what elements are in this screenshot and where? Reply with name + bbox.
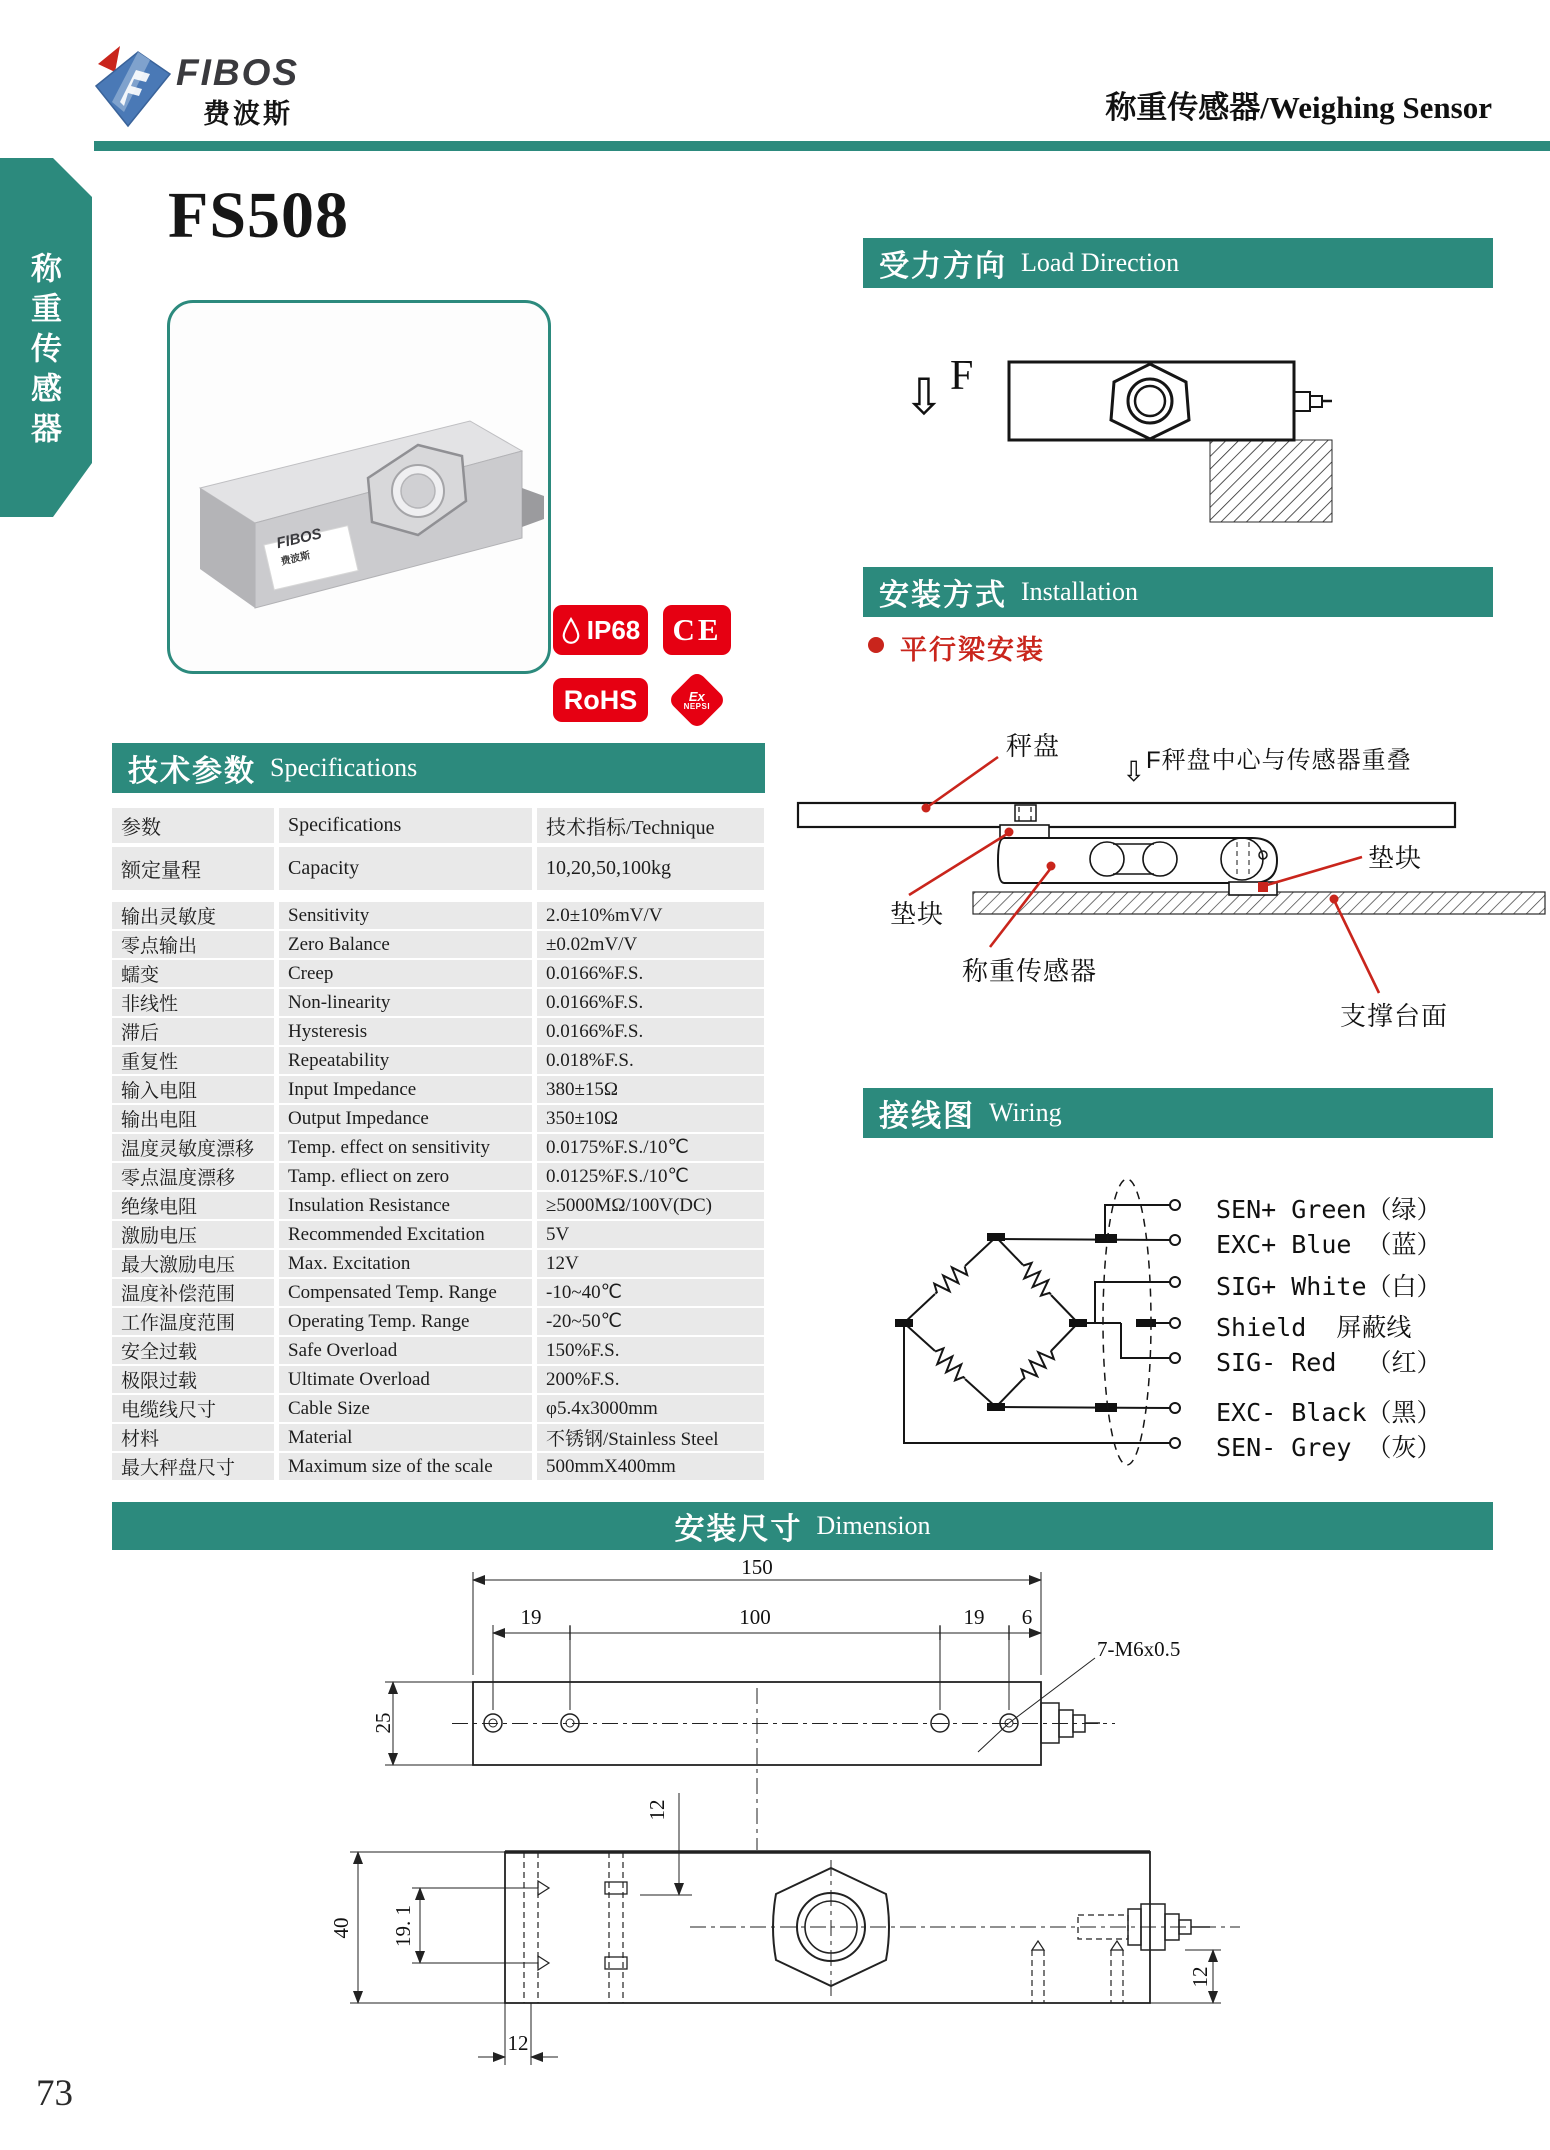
spec-row (112, 847, 764, 890)
spec-value: φ5.4x3000mm (537, 1395, 764, 1422)
dimension-header (112, 1502, 1493, 1550)
bullet-icon (868, 637, 884, 653)
ce-label: CE (672, 612, 722, 647)
specs-section-header (112, 743, 765, 793)
dim-offset-top12: 12 (645, 1799, 669, 1821)
model-title: FS508 (168, 179, 350, 252)
wire-label: Shield 屏蔽线 (1216, 1313, 1412, 1342)
spec-col-param: 参数 (112, 808, 274, 843)
spec-row (112, 1163, 764, 1190)
spec-name-en: Output Impedance (279, 1105, 532, 1132)
spec-value: 500mmX400mm (537, 1453, 764, 1480)
wiring-title-cn: 接线图 (879, 1100, 975, 1133)
force-down-arrow-icon: ⇩ (903, 369, 945, 425)
center-note-label: F秤盘中心与传感器重叠 (1146, 747, 1412, 774)
spec-name-cn: 输入电阻 (112, 1076, 274, 1103)
force-label: F (950, 353, 974, 399)
product-photo (167, 300, 551, 674)
spec-name-en: Maximum size of the scale (279, 1453, 532, 1480)
nepsi-label: NEPSI (683, 700, 711, 710)
page-title: 称重传感器/Weighing Sensor (1105, 90, 1492, 125)
spec-name-cn: 零点输出 (112, 931, 274, 958)
dim-total: 150 (741, 1560, 773, 1579)
spec-value: -20~50℃ (537, 1308, 764, 1335)
header-rule (94, 141, 1550, 151)
spec-value: -10~40℃ (537, 1279, 764, 1306)
spec-name-en: Zero Balance (279, 931, 532, 958)
installation-bullet: 平行梁安装 (900, 635, 1045, 665)
spec-row (112, 1134, 764, 1161)
spec-row (112, 1105, 764, 1132)
spec-row (112, 1395, 764, 1422)
spec-row (112, 1047, 764, 1074)
spec-row (112, 1366, 764, 1393)
dimension-title-cn: 安装尺寸 (674, 1513, 803, 1546)
dim-height40: 40 (329, 1917, 353, 1939)
spec-name-en: Temp. effect on sensitivity (279, 1134, 532, 1161)
wire-label: SEN+ Green（绿） (1216, 1195, 1442, 1224)
brand-text: FIBOS (176, 52, 300, 93)
nepsi-badge (663, 672, 731, 727)
spec-name-cn: 电缆线尺寸 (112, 1395, 274, 1422)
spec-value: 0.0166%F.S. (537, 1018, 764, 1045)
spec-name-cn: 滞后 (112, 1018, 274, 1045)
spec-row (112, 960, 764, 987)
spec-name-en: Max. Excitation (279, 1250, 532, 1277)
wire-label: EXC+ Blue （蓝） (1216, 1230, 1442, 1259)
spec-name-cn: 输出灵敏度 (112, 902, 274, 929)
spec-row (112, 1279, 764, 1306)
ce-badge (663, 605, 731, 655)
spec-value: 不锈钢/Stainless Steel (537, 1424, 764, 1451)
spec-row (112, 989, 764, 1016)
spec-value: ≥5000MΩ/100V(DC) (537, 1192, 764, 1219)
spec-value: 0.0125%F.S./10℃ (537, 1163, 764, 1190)
spec-name-cn: 绝缘电阻 (112, 1192, 274, 1219)
installation-title-en: Installation (1021, 577, 1138, 606)
spec-name-cn: 零点温度漂移 (112, 1163, 274, 1190)
spec-name-en: Hysteresis (279, 1018, 532, 1045)
spec-name-cn: 激励电压 (112, 1221, 274, 1248)
note-down-arrow-icon: ⇩ (1122, 756, 1146, 787)
spec-row (112, 931, 764, 958)
wire-label: SIG- Red （红） (1216, 1348, 1442, 1377)
spec-value: 12V (537, 1250, 764, 1277)
spec-name-en: Ultimate Overload (279, 1366, 532, 1393)
ip68-badge (553, 605, 648, 655)
load-direction-title-cn: 受力方向 (879, 250, 1007, 283)
dim-seg1: 19 (520, 1605, 542, 1629)
spec-value: 0.0166%F.S. (537, 989, 764, 1016)
spec-row (112, 1453, 764, 1480)
brand-cn-text: 费波斯 (203, 99, 293, 129)
spec-name-cn: 额定量程 (112, 847, 274, 890)
spec-name-en: Safe Overload (279, 1337, 532, 1364)
wiring-title-en: Wiring (989, 1098, 1062, 1127)
dimension-drawings (80, 1560, 1500, 2120)
spec-value: 0.018%F.S. (537, 1047, 764, 1074)
spec-name-cn: 安全过载 (112, 1337, 274, 1364)
wiring-header (863, 1088, 1493, 1138)
spec-name-en: Material (279, 1424, 532, 1451)
wire-label: SIG+ White（白） (1216, 1272, 1442, 1301)
spec-value: 0.0175%F.S./10℃ (537, 1134, 764, 1161)
nepsi-ex-label: Ex (689, 687, 705, 703)
spec-row (112, 1192, 764, 1219)
dim-thread: 7-M6x0.5 (1097, 1637, 1181, 1661)
spec-name-cn: 非线性 (112, 989, 274, 1016)
dimension-title-en: Dimension (816, 1511, 931, 1540)
spec-value: 380±15Ω (537, 1076, 764, 1103)
spec-name-cn: 最大秤盘尺寸 (112, 1453, 274, 1480)
spec-value: 10,20,50,100kg (537, 847, 764, 890)
spec-name-cn: 材料 (112, 1424, 274, 1451)
spec-row (112, 902, 764, 929)
spec-name-en: Input Impedance (279, 1076, 532, 1103)
spec-name-en: Cable Size (279, 1395, 532, 1422)
spec-value: 2.0±10%mV/V (537, 902, 764, 929)
spec-value: 0.0166%F.S. (537, 960, 764, 987)
spec-value: ±0.02mV/V (537, 931, 764, 958)
fibos-logo-icon (90, 44, 178, 132)
spec-name-cn: 温度补偿范围 (112, 1279, 274, 1306)
spec-row (112, 1018, 764, 1045)
installation-title-cn: 安装方式 (879, 579, 1007, 612)
wire-label: SEN- Grey （灰） (1216, 1433, 1442, 1462)
photo-label-cn: 费波斯 (279, 549, 312, 568)
page-number: 73 (36, 2073, 73, 2114)
spec-col-tech: 技术指标/Technique (537, 808, 764, 843)
water-drop-icon (561, 616, 581, 644)
spec-name-cn: 工作温度范围 (112, 1308, 274, 1335)
spec-row (112, 1424, 764, 1451)
spec-row (112, 1337, 764, 1364)
pan-label: 秤盘 (1006, 731, 1061, 761)
spec-row (112, 1221, 764, 1248)
spec-name-en: Creep (279, 960, 532, 987)
photo-label-brand: FIBOS (274, 525, 324, 553)
spec-value: 5V (537, 1221, 764, 1248)
spec-name-cn: 蠕变 (112, 960, 274, 987)
spec-name-en: Sensitivity (279, 902, 532, 929)
dim-seg2: 100 (739, 1605, 771, 1629)
spec-value: 200%F.S. (537, 1366, 764, 1393)
spec-name-cn: 温度灵敏度漂移 (112, 1134, 274, 1161)
spec-name-en: Capacity (279, 847, 532, 890)
side-tab-label: 称重传感器 (26, 252, 61, 452)
support-label: 支撑台面 (1340, 1001, 1449, 1031)
spec-row (112, 1250, 764, 1277)
rohs-label: RoHS (563, 684, 638, 715)
nepsi-diamond-icon (667, 670, 726, 729)
load-cell-photo-icon (170, 303, 548, 671)
specs-header-row (112, 808, 764, 843)
spec-row (112, 1076, 764, 1103)
spacer-left-label: 垫块 (890, 899, 945, 929)
rohs-badge (553, 678, 648, 722)
spec-value: 350±10Ω (537, 1105, 764, 1132)
specs-title-cn: 技术参数 (128, 755, 256, 788)
spec-name-en: Operating Temp. Range (279, 1308, 532, 1335)
spec-name-en: Tamp. efliect on zero (279, 1163, 532, 1190)
ip68-label: IP68 (586, 614, 641, 645)
load-direction-diagram (855, 340, 1500, 535)
dim-pitch: 19. 1 (391, 1905, 415, 1947)
load-direction-title-en: Load Direction (1021, 248, 1180, 277)
wire-label: EXC- Black（黑） (1216, 1398, 1442, 1427)
spec-name-en: Non-linearity (279, 989, 532, 1016)
spec-name-cn: 输出电阻 (112, 1105, 274, 1132)
spec-name-en: Repeatability (279, 1047, 532, 1074)
spec-name-en: Recommended Excitation (279, 1221, 532, 1248)
dim-offset-right12: 12 (1188, 1966, 1212, 1988)
spec-name-cn: 极限过载 (112, 1366, 274, 1393)
spacer-right-label: 垫块 (1368, 843, 1423, 873)
spec-name-cn: 最大激励电压 (112, 1250, 274, 1277)
spec-name-en: Compensated Temp. Range (279, 1279, 532, 1306)
dim-seg3: 19 (963, 1605, 985, 1629)
spec-name-cn: 重复性 (112, 1047, 274, 1074)
sensor-label: 称重传感器 (962, 956, 1098, 986)
spec-name-en: Insulation Resistance (279, 1192, 532, 1219)
spec-value: 150%F.S. (537, 1337, 764, 1364)
dim-offset-bottom12: 12 (507, 2031, 529, 2055)
spec-row (112, 1308, 764, 1335)
spec-col-spec: Specifications (279, 808, 532, 843)
specs-title-en: Specifications (270, 753, 418, 782)
dim-seg4: 6 (1021, 1605, 1033, 1629)
installation-header (863, 567, 1493, 617)
dim-height25: 25 (371, 1712, 395, 1734)
specs-table (112, 808, 764, 1482)
load-direction-header (863, 238, 1493, 288)
